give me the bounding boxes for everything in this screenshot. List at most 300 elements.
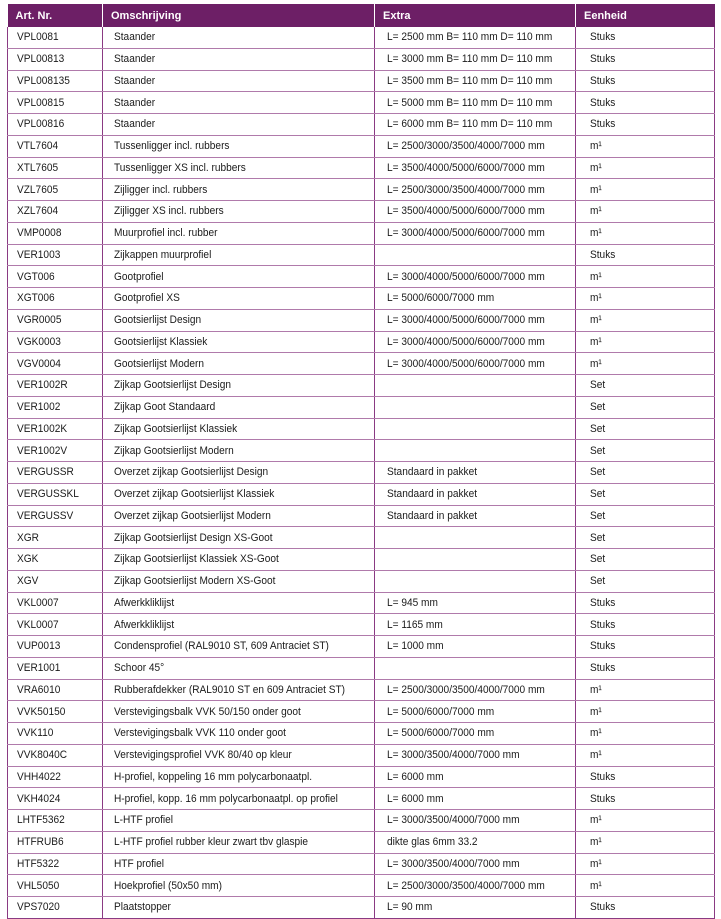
cell-extra	[375, 331, 576, 353]
cell-extra	[375, 657, 576, 679]
cell-omschrijving-text: Verstevigingsprofiel VVK 80/40 op kleur	[114, 749, 292, 762]
cell-omschrijving-text: Zijkap Gootsierlijst Klassiek XS-Goot	[114, 553, 279, 566]
cell-omschrijving	[103, 788, 375, 810]
cell-extra	[375, 723, 576, 745]
cell-omschrijving	[103, 701, 375, 723]
cell-omschrijving	[103, 201, 375, 223]
cell-eenheid-text: Set	[590, 509, 606, 522]
cell-extra-text: Standaard in pakket	[387, 488, 478, 501]
table-row	[8, 744, 715, 766]
cell-art-nr	[8, 309, 103, 331]
cell-art-nr-text: VRA6010	[17, 683, 61, 696]
cell-omschrijving-text: Verstevigingsbalk VVK 50/150 onder goot	[114, 705, 301, 718]
cell-eenheid	[576, 418, 715, 440]
cell-art-nr	[8, 592, 103, 614]
cell-eenheid-text: Stuks	[590, 96, 616, 109]
table-row	[8, 331, 715, 353]
cell-art-nr-text: VUP0013	[17, 640, 61, 653]
cell-extra-text: L= 3000/4000/5000/6000/7000 mm	[387, 227, 545, 240]
cell-extra	[375, 614, 576, 636]
cell-extra-text: L= 2500/3000/3500/4000/7000 mm	[387, 683, 545, 696]
table-row	[8, 288, 715, 310]
cell-extra	[375, 570, 576, 592]
header-eenheid: Eenheid	[576, 4, 715, 27]
cell-art-nr-text: VER1002K	[17, 422, 68, 435]
table-body	[8, 27, 715, 918]
cell-eenheid	[576, 766, 715, 788]
table-row	[8, 679, 715, 701]
cell-eenheid-text: Set	[590, 531, 606, 544]
table-row	[8, 788, 715, 810]
cell-art-nr	[8, 897, 103, 919]
cell-eenheid	[576, 483, 715, 505]
cell-omschrijving	[103, 527, 375, 549]
cell-art-nr-text: VER1001	[17, 662, 61, 675]
table-row	[8, 462, 715, 484]
cell-omschrijving-text: Schoor 45°	[114, 662, 165, 675]
cell-eenheid-text: Set	[590, 553, 606, 566]
table-row	[8, 70, 715, 92]
cell-extra	[375, 396, 576, 418]
cell-art-nr	[8, 92, 103, 114]
cell-art-nr	[8, 440, 103, 462]
cell-art-nr-text: VHH4022	[17, 770, 61, 783]
cell-omschrijving-text: Afwerkkliklijst	[114, 618, 175, 631]
cell-art-nr-text: VER1003	[17, 248, 61, 261]
cell-omschrijving	[103, 614, 375, 636]
cell-omschrijving	[103, 810, 375, 832]
cell-extra-text: L= 3500/4000/5000/6000/7000 mm	[387, 161, 545, 174]
table-row	[8, 179, 715, 201]
cell-art-nr	[8, 701, 103, 723]
cell-eenheid	[576, 636, 715, 658]
cell-extra-text: Standaard in pakket	[387, 466, 478, 479]
cell-art-nr	[8, 570, 103, 592]
cell-extra-text: L= 3000/4000/5000/6000/7000 mm	[387, 314, 545, 327]
cell-eenheid-text: m¹	[590, 183, 602, 196]
cell-eenheid-text: m¹	[590, 205, 602, 218]
cell-eenheid	[576, 353, 715, 375]
cell-eenheid-text: m¹	[590, 814, 602, 827]
cell-omschrijving-text: Gootsierlijst Modern	[114, 357, 205, 370]
cell-art-nr-text: VERGUSSR	[17, 466, 74, 479]
cell-extra	[375, 418, 576, 440]
cell-omschrijving	[103, 92, 375, 114]
cell-art-nr	[8, 788, 103, 810]
cell-omschrijving	[103, 897, 375, 919]
cell-extra	[375, 27, 576, 48]
cell-eenheid-text: m¹	[590, 836, 602, 849]
table-row	[8, 657, 715, 679]
cell-art-nr-text: VPS7020	[17, 901, 60, 914]
cell-art-nr-text: VGV0004	[17, 357, 61, 370]
cell-extra	[375, 788, 576, 810]
cell-eenheid	[576, 375, 715, 397]
cell-eenheid-text: m¹	[590, 879, 602, 892]
product-table	[7, 4, 715, 919]
cell-extra-text: L= 945 mm	[387, 596, 438, 609]
cell-omschrijving-text: Staander	[114, 118, 156, 131]
table-row	[8, 114, 715, 136]
cell-art-nr	[8, 462, 103, 484]
cell-art-nr	[8, 201, 103, 223]
table-row	[8, 636, 715, 658]
cell-art-nr-text: VER1002V	[17, 444, 68, 457]
cell-eenheid-text: Stuks	[590, 662, 616, 675]
product-table-container	[7, 4, 714, 919]
cell-eenheid-text: m¹	[590, 749, 602, 762]
cell-extra-text: L= 5000/6000/7000 mm	[387, 705, 495, 718]
cell-omschrijving	[103, 309, 375, 331]
cell-art-nr	[8, 396, 103, 418]
cell-omschrijving	[103, 48, 375, 70]
cell-art-nr-text: VVK8040C	[17, 749, 68, 762]
cell-omschrijving	[103, 570, 375, 592]
cell-eenheid-text: Set	[590, 444, 606, 457]
cell-eenheid	[576, 810, 715, 832]
cell-omschrijving-text: Staander	[114, 96, 156, 109]
cell-extra	[375, 527, 576, 549]
cell-extra	[375, 70, 576, 92]
cell-eenheid-text: Set	[590, 422, 606, 435]
table-row	[8, 135, 715, 157]
table-row	[8, 222, 715, 244]
cell-eenheid	[576, 201, 715, 223]
cell-art-nr	[8, 657, 103, 679]
cell-eenheid-text: Stuks	[590, 640, 616, 653]
cell-eenheid-text: Stuks	[590, 901, 616, 914]
cell-eenheid-text: m¹	[590, 857, 602, 870]
cell-art-nr	[8, 766, 103, 788]
cell-art-nr-text: VVK50150	[17, 705, 66, 718]
cell-extra	[375, 505, 576, 527]
cell-omschrijving	[103, 723, 375, 745]
cell-extra	[375, 592, 576, 614]
cell-art-nr	[8, 375, 103, 397]
cell-extra-text: L= 3000/4000/5000/6000/7000 mm	[387, 270, 545, 283]
cell-omschrijving	[103, 462, 375, 484]
cell-extra	[375, 375, 576, 397]
cell-eenheid-text: Set	[590, 466, 606, 479]
cell-eenheid-text: Stuks	[590, 74, 616, 87]
cell-omschrijving-text: Overzet zijkap Gootsierlijst Klassiek	[114, 488, 275, 501]
cell-art-nr	[8, 614, 103, 636]
cell-art-nr-text: VMP0008	[17, 227, 62, 240]
cell-art-nr-text: VPL00816	[17, 118, 65, 131]
cell-eenheid-text: Stuks	[590, 596, 616, 609]
cell-omschrijving-text: Muurprofiel incl. rubber	[114, 227, 218, 240]
cell-extra	[375, 222, 576, 244]
table-row	[8, 157, 715, 179]
cell-art-nr	[8, 288, 103, 310]
cell-omschrijving-text: Zijkap Gootsierlijst Modern XS-Goot	[114, 575, 276, 588]
cell-extra-text: Standaard in pakket	[387, 509, 478, 522]
table-row	[8, 527, 715, 549]
cell-extra	[375, 114, 576, 136]
cell-extra	[375, 875, 576, 897]
cell-eenheid-text: Set	[590, 488, 606, 501]
table-row	[8, 723, 715, 745]
table-row	[8, 27, 715, 48]
cell-extra	[375, 179, 576, 201]
cell-omschrijving-text: Rubberafdekker (RAL9010 ST en 609 Antraciet ST)	[114, 683, 346, 696]
cell-extra	[375, 766, 576, 788]
cell-eenheid-text: Stuks	[590, 31, 616, 44]
cell-extra	[375, 92, 576, 114]
cell-extra-text: L= 3000/3500/4000/7000 mm	[387, 814, 520, 827]
cell-art-nr-text: VKL0007	[17, 596, 59, 609]
cell-eenheid-text: Stuks	[590, 53, 616, 66]
table-row	[8, 897, 715, 919]
cell-eenheid	[576, 614, 715, 636]
cell-omschrijving	[103, 636, 375, 658]
table-row	[8, 48, 715, 70]
cell-art-nr	[8, 636, 103, 658]
cell-omschrijving-text: Zijligger XS incl. rubbers	[114, 205, 224, 218]
cell-eenheid	[576, 179, 715, 201]
cell-extra	[375, 201, 576, 223]
table-row	[8, 353, 715, 375]
cell-extra-text: L= 1165 mm	[387, 618, 443, 631]
cell-omschrijving-text: Overzet zijkap Gootsierlijst Design	[114, 466, 269, 479]
cell-omschrijving-text: Zijkap Gootsierlijst Klassiek	[114, 422, 238, 435]
cell-eenheid-text: m¹	[590, 683, 602, 696]
cell-extra-text: L= 1000 mm	[387, 640, 444, 653]
cell-art-nr-text: XGK	[17, 553, 39, 566]
cell-extra	[375, 48, 576, 70]
cell-eenheid-text: Stuks	[590, 792, 616, 805]
cell-omschrijving-text: Gootprofiel	[114, 270, 164, 283]
cell-omschrijving	[103, 27, 375, 48]
cell-eenheid	[576, 222, 715, 244]
table-row	[8, 418, 715, 440]
cell-eenheid-text: Stuks	[590, 248, 616, 261]
cell-eenheid-text: Set	[590, 401, 606, 414]
cell-omschrijving-text: Zijkap Gootsierlijst Design	[114, 379, 231, 392]
cell-eenheid-text: m¹	[590, 705, 602, 718]
table-row	[8, 440, 715, 462]
cell-extra-text: L= 3500/4000/5000/6000/7000 mm	[387, 205, 545, 218]
cell-eenheid-text: Stuks	[590, 770, 616, 783]
cell-omschrijving-text: Verstevigingsbalk VVK 110 onder goot	[114, 727, 286, 740]
header-omschrijving: Omschrijving	[103, 4, 375, 27]
table-row	[8, 266, 715, 288]
cell-omschrijving-text: Zijkap Gootsierlijst Modern	[114, 444, 234, 457]
cell-art-nr	[8, 244, 103, 266]
cell-art-nr	[8, 48, 103, 70]
cell-eenheid	[576, 288, 715, 310]
cell-extra-text: L= 3000/4000/5000/6000/7000 mm	[387, 335, 545, 348]
cell-art-nr	[8, 27, 103, 48]
cell-omschrijving	[103, 135, 375, 157]
cell-art-nr	[8, 679, 103, 701]
cell-omschrijving-text: Zijkap Gootsierlijst Design XS-Goot	[114, 531, 273, 544]
cell-art-nr	[8, 853, 103, 875]
cell-extra	[375, 244, 576, 266]
cell-extra-text: L= 3000/3500/4000/7000 mm	[387, 857, 520, 870]
cell-art-nr	[8, 331, 103, 353]
cell-art-nr	[8, 353, 103, 375]
cell-eenheid	[576, 331, 715, 353]
cell-art-nr-text: VERGUSSV	[17, 509, 74, 522]
cell-omschrijving	[103, 331, 375, 353]
cell-eenheid-text: Stuks	[590, 618, 616, 631]
cell-art-nr-text: XGT006	[17, 292, 55, 305]
cell-art-nr	[8, 222, 103, 244]
cell-art-nr-text: VTL7604	[17, 140, 59, 153]
header-extra: Extra	[375, 4, 576, 27]
cell-omschrijving	[103, 831, 375, 853]
cell-art-nr-text: VPL008135	[17, 74, 70, 87]
cell-eenheid-text: m¹	[590, 140, 602, 153]
cell-eenheid	[576, 592, 715, 614]
cell-eenheid	[576, 114, 715, 136]
cell-extra-text: L= 3500 mm B= 110 mm D= 110 mm	[387, 74, 553, 87]
cell-omschrijving	[103, 744, 375, 766]
table-row	[8, 549, 715, 571]
cell-omschrijving-text: Condensprofiel (RAL9010 ST, 609 Antraciet ST)	[114, 640, 329, 653]
cell-omschrijving	[103, 375, 375, 397]
cell-art-nr-text: VPL0081	[17, 31, 59, 44]
cell-omschrijving-text: H-profiel, kopp. 16 mm polycarbonaatpl. op profiel	[114, 792, 338, 805]
cell-eenheid-text: m¹	[590, 357, 602, 370]
cell-omschrijving	[103, 114, 375, 136]
cell-omschrijving-text: Hoekprofiel (50x50 mm)	[114, 879, 222, 892]
cell-art-nr	[8, 70, 103, 92]
cell-omschrijving-text: Overzet zijkap Gootsierlijst Modern	[114, 509, 271, 522]
table-row	[8, 396, 715, 418]
cell-omschrijving	[103, 483, 375, 505]
table-row	[8, 201, 715, 223]
cell-eenheid-text: m¹	[590, 227, 602, 240]
table-row	[8, 570, 715, 592]
cell-art-nr-text: VGR0005	[17, 314, 62, 327]
cell-extra	[375, 288, 576, 310]
table-row	[8, 810, 715, 832]
cell-art-nr-text: VGK0003	[17, 335, 61, 348]
cell-omschrijving-text: Gootsierlijst Design	[114, 314, 202, 327]
cell-omschrijving-text: Zijligger incl. rubbers	[114, 183, 208, 196]
table-row	[8, 309, 715, 331]
cell-art-nr	[8, 527, 103, 549]
cell-extra	[375, 135, 576, 157]
cell-art-nr-text: VZL7605	[17, 183, 59, 196]
cell-eenheid	[576, 244, 715, 266]
cell-eenheid	[576, 70, 715, 92]
cell-extra	[375, 549, 576, 571]
cell-omschrijving	[103, 657, 375, 679]
cell-extra-text: L= 90 mm	[387, 901, 433, 914]
cell-eenheid	[576, 396, 715, 418]
cell-omschrijving-text: H-profiel, koppeling 16 mm polycarbonaatpl.	[114, 770, 313, 783]
cell-eenheid	[576, 744, 715, 766]
cell-omschrijving-text: L-HTF profiel rubber kleur zwart tbv glaspie	[114, 836, 309, 849]
cell-art-nr	[8, 483, 103, 505]
cell-art-nr-text: VERGUSSKL	[17, 488, 79, 501]
cell-omschrijving	[103, 440, 375, 462]
cell-art-nr-text: VER1002	[17, 401, 61, 414]
cell-extra-text: L= 5000/6000/7000 mm	[387, 727, 495, 740]
cell-extra	[375, 701, 576, 723]
cell-art-nr-text: VVK110	[17, 727, 54, 740]
cell-eenheid-text: Set	[590, 379, 606, 392]
cell-eenheid-text: m¹	[590, 292, 602, 305]
cell-extra-text: L= 2500/3000/3500/4000/7000 mm	[387, 879, 545, 892]
cell-omschrijving	[103, 592, 375, 614]
cell-omschrijving	[103, 766, 375, 788]
cell-eenheid	[576, 309, 715, 331]
cell-extra	[375, 440, 576, 462]
cell-art-nr	[8, 875, 103, 897]
table-row	[8, 92, 715, 114]
cell-art-nr-text: VKL0007	[17, 618, 59, 631]
cell-omschrijving-text: Tussenligger XS incl. rubbers	[114, 161, 246, 174]
cell-omschrijving-text: Zijkappen muurprofiel	[114, 248, 212, 261]
cell-omschrijving-text: L-HTF profiel	[114, 814, 174, 827]
cell-art-nr	[8, 266, 103, 288]
cell-eenheid-text: Set	[590, 575, 606, 588]
cell-omschrijving-text: Zijkap Goot Standaard	[114, 401, 216, 414]
cell-extra-text: L= 5000/6000/7000 mm	[387, 292, 495, 305]
cell-art-nr-text: VGT006	[17, 270, 55, 283]
cell-art-nr	[8, 744, 103, 766]
cell-eenheid-text: m¹	[590, 161, 602, 174]
cell-omschrijving	[103, 244, 375, 266]
cell-extra-text: L= 6000 mm	[387, 770, 444, 783]
cell-omschrijving-text: Staander	[114, 53, 156, 66]
cell-eenheid-text: Stuks	[590, 118, 616, 131]
cell-extra	[375, 462, 576, 484]
table-row	[8, 701, 715, 723]
cell-art-nr	[8, 135, 103, 157]
cell-omschrijving-text: Staander	[114, 74, 156, 87]
cell-extra	[375, 897, 576, 919]
cell-extra-text: L= 5000 mm B= 110 mm D= 110 mm	[387, 96, 553, 109]
cell-omschrijving	[103, 418, 375, 440]
cell-extra	[375, 157, 576, 179]
cell-extra	[375, 266, 576, 288]
cell-omschrijving	[103, 222, 375, 244]
cell-omschrijving	[103, 396, 375, 418]
cell-art-nr	[8, 723, 103, 745]
cell-eenheid	[576, 897, 715, 919]
cell-omschrijving-text: Staander	[114, 31, 156, 44]
cell-art-nr	[8, 418, 103, 440]
cell-omschrijving	[103, 157, 375, 179]
cell-eenheid-text: m¹	[590, 270, 602, 283]
cell-omschrijving-text: Afwerkkliklijst	[114, 596, 175, 609]
cell-extra-text: L= 6000 mm	[387, 792, 444, 805]
cell-extra	[375, 853, 576, 875]
header-art-nr: Art. Nr.	[8, 4, 103, 27]
cell-omschrijving	[103, 549, 375, 571]
cell-art-nr-text: VER1002R	[17, 379, 68, 392]
cell-omschrijving-text: Gootprofiel XS	[114, 292, 180, 305]
table-row	[8, 375, 715, 397]
cell-omschrijving-text: Tussenligger incl. rubbers	[114, 140, 230, 153]
cell-extra-text: L= 2500/3000/3500/4000/7000 mm	[387, 140, 545, 153]
cell-omschrijving	[103, 288, 375, 310]
cell-eenheid	[576, 831, 715, 853]
table-row	[8, 505, 715, 527]
cell-extra	[375, 810, 576, 832]
cell-eenheid	[576, 723, 715, 745]
cell-omschrijving	[103, 875, 375, 897]
cell-extra-text: L= 3000 mm B= 110 mm D= 110 mm	[387, 53, 553, 66]
cell-omschrijving-text: Gootsierlijst Klassiek	[114, 335, 208, 348]
table-header-row	[8, 4, 715, 27]
cell-eenheid-text: m¹	[590, 727, 602, 740]
